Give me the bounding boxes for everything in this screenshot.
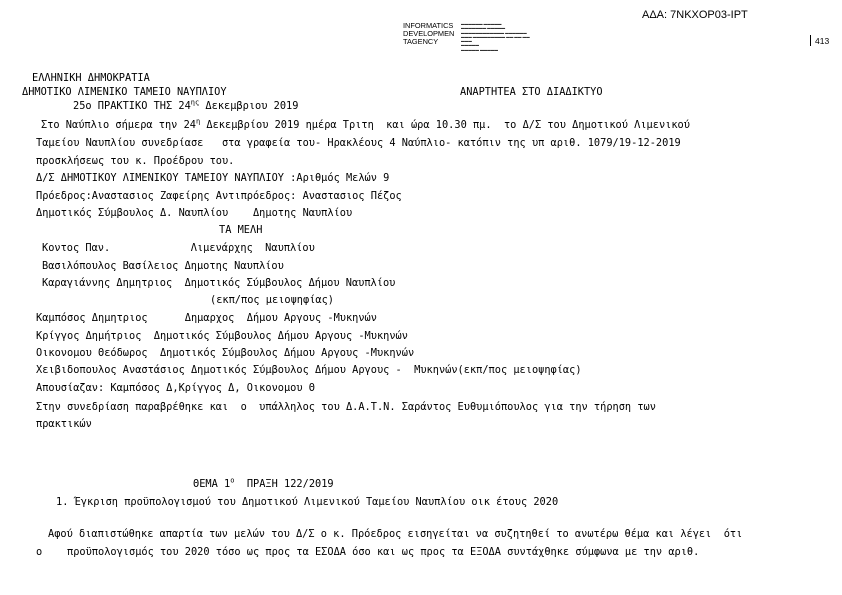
topic-title: 1. Έγκριση προϋπολογισμού του Δημοτικού Λιμενικού Ταμείου Ναυπλίου οικ έτους 2020 [56, 496, 559, 508]
informatics-agency-logo [403, 22, 543, 52]
member-row: Καμπόσος Δημητριος Δημαρχος Δήμου Αργους -Μυκηνών [36, 312, 377, 324]
page-number: 413 [815, 36, 830, 46]
absent-line: Απουσίαζαν: Καμπόσος Δ,Κρίγγος Δ, Οικονομου Θ [36, 382, 315, 394]
member-row: Χειβιδοπουλος Αναστάσιος Δημοτικός Σύμβουλος Δήμου Αργους - Μυκηνών(εκπ/πος μειοψηφίας) [36, 364, 582, 376]
clerk-line: Στην συνεδρίαση παραβρέθηκε και ο υπάλληλος του Δ.Α.Τ.Ν. Σαράντος Ευθυμιόπουλος για την τήρηση των [36, 401, 656, 413]
board-heading: Δ/Σ ΔΗΜΟΤΙΚΟΥ ΛΙΜΕΝΙΚΟΥ ΤΑΜΕΙΟΥ ΝΑΥΠΛΙΟΥ :Αριθμός Μελών 9 [36, 172, 390, 184]
president-line: Πρόεδρος:Αναστασιος Ζαφείρης Αντιπρόεδρος: Αναστασιος Πέζος [36, 190, 402, 202]
intro-line-1: Στο Ναύπλιο σήμερα την $24^\eta$ Δεκεμβρίου 2019 ημέρα Τριτη και ώρα 10.30 πμ. το Δ/Σ του Δημοτικού Λιμενικού [41, 117, 690, 131]
member-row: Κοντος Παν. Λιμενάρχης Ναυπλίου [42, 242, 315, 254]
page-divider [810, 35, 811, 46]
body-line-2: ο προϋπολογισμός του 2020 τόσο ως προς τα ΕΣΟΔΑ όσο και ως προς τα ΕΞΟΔΑ συντάχθηκε σύμφωνα με την αριθ. [36, 546, 700, 558]
posting-notice: ΑΝΑΡΤΗΤΕΑ ΣΤΟ ΔΙΑΔΙΚΤΥΟ [460, 86, 603, 98]
member-note: (εκπ/πος μειοψηφίας) [210, 294, 334, 306]
member-row: Κρίγγος Δημήτριος Δημοτικός Σύμβουλος Δήμου Αργους -Μυκηνών [36, 330, 408, 342]
body-line-1: Αφού διαπιστώθηκε απαρτία των μελών του Δ/Σ ο κ. Πρόεδρος εισηγείται να συζητηθεί το ανωτέρω θέμα και λέγει ότι [48, 528, 743, 540]
intro-line-3: προσκλήσεως του κ. Προέδρου του. [36, 155, 235, 167]
republic-heading: ΕΛΛΗΝΙΚΗ ΔΗΜΟΚΡΑΤΙΑ [32, 72, 150, 84]
logo-fine-print: ▬▬▬▬▬▬ ▬▬▬▬▬ ▬▬▬▬▬▬▬ ▬▬▬▬▬ ▬▬▬▬▬▬▬▬▬▬▬▬ ▬▬▬▬▬▬ ▬▬▬ ▬▬▬▬▬▬▬▬▬ ▬▬ ▬▬ ▬▬ ▬▬▬ ▬▬▬▬▬ ▬▬▬▬▬ ▬▬▬▬▬ [461, 22, 530, 52]
ada-code: ΑΔΑ: 7ΝΚΧΟΡ03-ΙΡΤ [642, 9, 748, 21]
minutes-title: 25ο ΠΡΑΚΤΙΚΟ ΤΗΣ $24^{\eta\varsigma}$ Δεκεμβριου 2019 [73, 98, 299, 112]
topic-heading: ΘΕΜΑ $1^o$ ΠΡΑΞΗ 122/2019 [193, 476, 334, 490]
member-row: Βασιλόπουλος Βασίλειος Δημοτης Ναυπλίου [42, 260, 284, 272]
fund-heading: ΔΗΜΟΤΙΚΟ ΛΙΜΕΝΙΚΟ ΤΑΜΕΙΟ ΝΑΥΠΛΙΟΥ [22, 86, 227, 98]
council-line: Δημοτικός Σύμβουλος Δ. Ναυπλίου Δημοτης Ναυπλίου [36, 207, 353, 219]
logo-text: INFORMATICS DEVELOPMEN TAGENCY [403, 21, 455, 46]
members-heading: ΤΑ ΜΕΛΗ [219, 224, 263, 236]
intro-line-2: Ταμείου Ναυπλίου συνεδρίασε στα γραφεία του- Ηρακλέους 4 Ναύπλιο- κατόπιν της υπ αριθ. 1079/19-12-2019 [36, 137, 681, 149]
member-row: Καραγιάννης Δημητριος Δημοτικός Σύμβουλος Δήμου Ναυπλίου [42, 277, 396, 289]
member-row: Οικονομου Θεόδωρος Δημοτικός Σύμβουλος Δήμου Αργους -Μυκηνών [36, 347, 415, 359]
clerk-line-cont: πρακτικών [36, 418, 92, 430]
